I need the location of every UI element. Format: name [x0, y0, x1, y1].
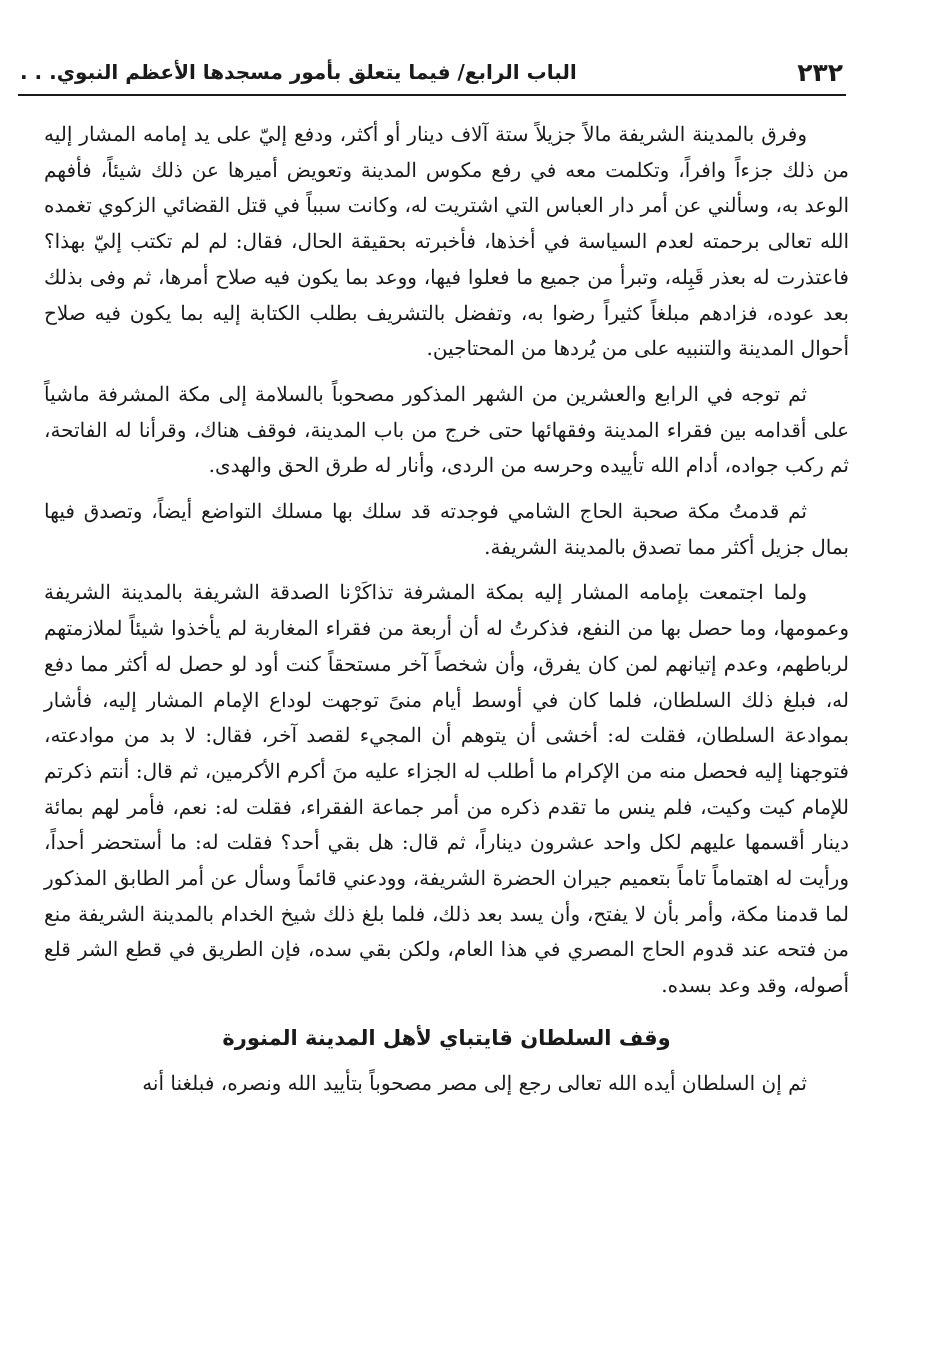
paragraph-donations: وفرق بالمدينة الشريفة مالاً جزيلاً ستة آلاف دينار أو أكثر، ودفع إليّ على يد إمامه المشار إليه من ذلك جزءاً وافراً، وتكلمت معه في رفع مكوس المدينة وتعويض أميرها عن ذلك شيئاً، فأفهم الوعد به، وسألني عن أمر دار العباس التي اشتريت له، وكانت سبباً في قتل القضائي الزكوي تغمده الله تعالى برحمته لعدم السياسة في أخذها، فأخبرته بحقيقة الحال، فقال: لم لم تكتب إليّ بهذا؟ فاعتذرت له بعذر قَبِله، وتبرأ من جميع ما فعلوا فيها، ووعد بما يكون فيه صلاح أمرها، ثم وفى بذلك بعد عوده، فزادهم مبلغاً كثيراً رضوا به، وتفضل بالتشريف بطلب الكتابة إليه بما يكون فيه صلاح أحوال المدينة والتنبيه على من يُردها من المحتاجين. [44, 122, 849, 361]
paragraph-arrival-mecca: ثم قدمتُ مكة صحبة الحاج الشامي فوجدته قد سلك بها مسلك التواضع أيضاً، وتصدق فيها بمال جزيل أكثر مما تصدق بالمدينة الشريفة. [44, 499, 849, 559]
main-text-block [44, 117, 849, 1112]
page-number: ٢٣٢ [797, 57, 843, 87]
paragraph-departure-to-mecca: ثم توجه في الرابع والعشرين من الشهر المذكور مصحوباً بالسلامة إلى مكة المشرفة ماشياً على أقدامه بين فقراء المدينة وفقهائها حتى خرج من باب المدينة، فوقف هناك، وقرأنا له الفاتحة، ثم ركب جواده، أدام الله تأييده وحرسه من الردى، وأنار له طرق الحق والهدى. [44, 381, 849, 478]
chapter-running-title: الباب الرابع/ فيما يتعلق بأمور مسجدها الأعظم النبوي. . . [20, 60, 577, 84]
header-divider [18, 94, 846, 96]
section-heading: وقف السلطان قايتباي لأهل المدينة المنورة [222, 1025, 671, 1050]
paragraph-section-start: ثم إن السلطان أيده الله تعالى رجع إلى مصر مصحوباً بتأييد الله ونصره، فبلغنا أنه [142, 1070, 807, 1095]
paragraph-meeting-imam: ولما اجتمعت بإمامه المشار إليه بمكة المشرفة تذاكَرْنا الصدقة الشريفة بالمدينة الشريفة وعمومها، وما حصل بها من النفع، فذكرتُ له أن أربعة من فقراء المغاربة لم يأخذوا شيئاً لملازمتهم لرباطهم، وعدم إتيانهم لمن كان يفرق، وأن شخصاً آخر مستحقاً كنت أود لو حصل له أكثر مما دفع له، فبلغ ذلك السلطان، فلما كان في أوسط أيام منىً توجهت لوداع الإمام المشار إليه، فأشار بموادعة السلطان، فقلت له: أخشى أن يتوهم أن المجيء لقصد آخر، فقال: لا بد من موادعته، فتوجهنا إليه فحصل منه من الإكرام ما أطلب له الجزاء عليه منَ أكرم الأكرمين، ثم قال: أنتم ذكرتم للإمام كيت وكيت، فلم ينس ما تقدم ذكره من أمر جماعة الفقراء، فقلت له: نعم، فأمر لهم بمائة دينار أقسمها عليهم لكل واحد عشرون ديناراً، ثم قال: هل بقي أحد؟ فقلت له: ما أستحضر أحداً، ورأيت له اهتماماً تاماً بتعميم جيران الحضرة الشريفة، وودعني قائماً وسأل عن أمر الطابق المذكور لما قدمنا مكة، وأمر بأن لا يفتح، وأن يسد بعد ذلك، فلما بلغ ذلك شيخ الخدام بالمدينة الشريفة منع من فتحه عند قدوم الحاج المصري في هذا العام، ولكن بقي سده، فإن الطريق في قطع الشر قلع أصوله، وقد وعد بسده. [44, 580, 850, 998]
running-header [20, 52, 843, 92]
